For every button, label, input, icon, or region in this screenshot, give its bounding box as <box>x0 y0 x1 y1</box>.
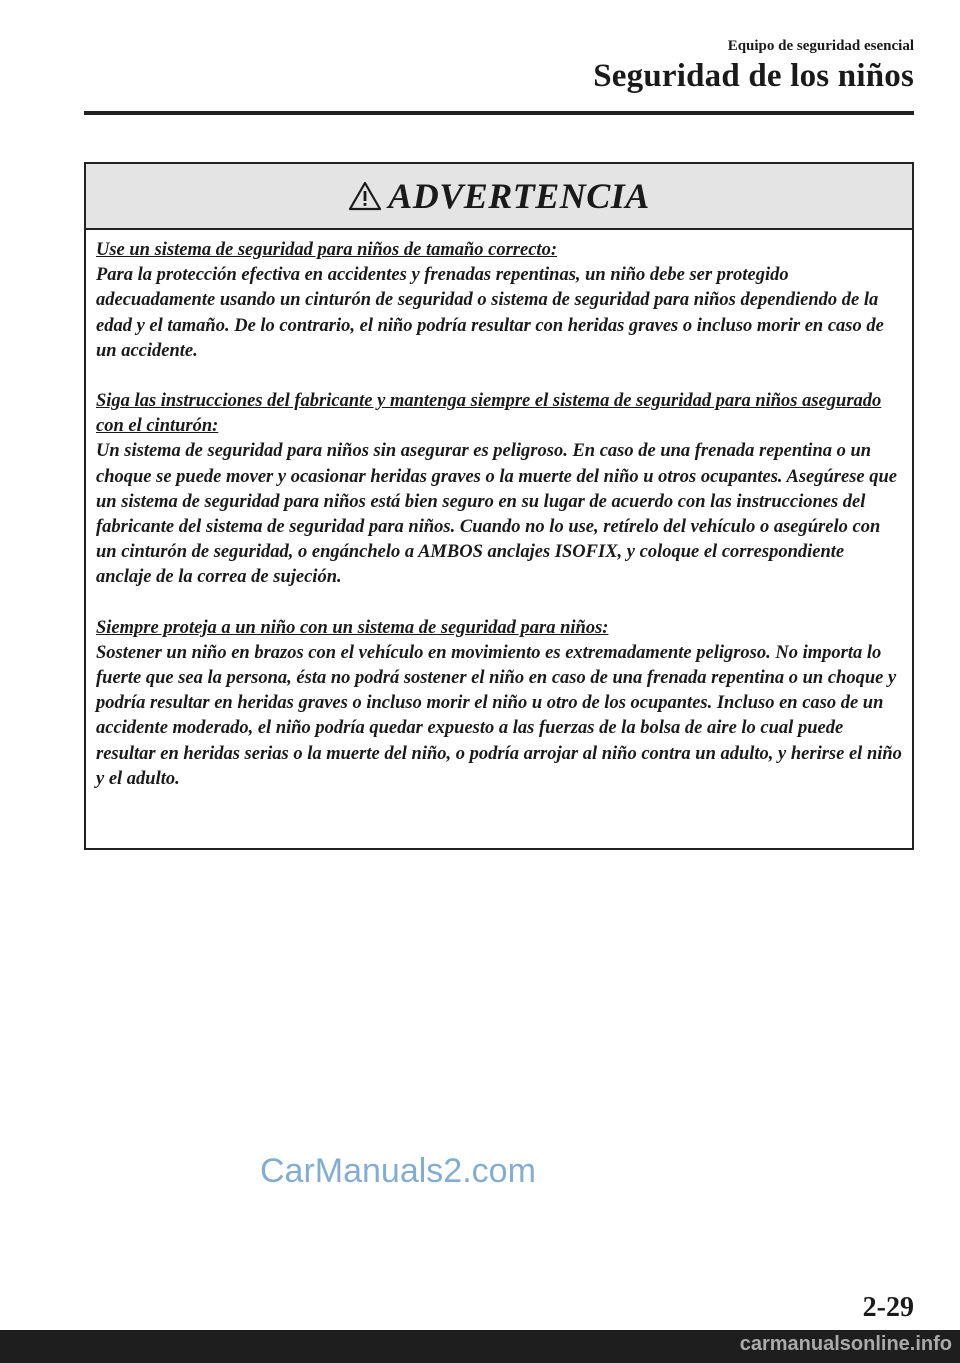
paragraph-text: Un sistema de seguridad para niños sin asegurar es peligroso. En caso de una frenada repentina o un choque se puede mover y ocasionar heridas graves o la muerte del niño u otros ocupantes. Asegúrese que un sistema de seguridad para niños está bien seguro en su lugar de acuerdo con las instrucciones del fabricante del sistema de seguridad para niños. Cuando no lo use, retírelo del vehículo o asegúrelo con un cinturón de seguridad, o engánchelo a AMBOS anclajes ISOFIX, y coloque el correspondiente anclaje de la correa de sujeción. <box>96 441 897 588</box>
header-divider <box>84 111 914 115</box>
warning-paragraph <box>96 389 904 591</box>
page-number: 2-29 <box>862 1292 914 1323</box>
paragraph-text: Para la protección efectiva en accidentes y frenadas repentinas, un niño debe ser protegido adecuadamente usando un cinturón de seguridad o sistema de seguridad para niños dependiendo de la edad y el tamaño. De lo contrario, el niño podría resultar con heridas graves o incluso morir en caso de un accidente. <box>96 265 884 361</box>
footer-url: carmanualsonline.info <box>739 1333 952 1355</box>
warning-paragraph <box>96 616 904 792</box>
section-title: Equipo de seguridad esencial <box>727 38 914 54</box>
watermark: CarManuals2.com <box>260 1152 536 1190</box>
warning-body <box>86 230 912 792</box>
paragraph-heading: Siempre proteja a un niño con un sistema de seguridad para niños: <box>96 617 609 638</box>
warning-paragraph <box>96 238 904 364</box>
paragraph-text: Sostener un niño en brazos con el vehículo en movimiento es extremadamente peligroso. No importa lo fuerte que sea la persona, ésta no podrá sostener el niño en caso de una frenada repentina o un choque y podría resultar en heridas graves o incluso morir el niño u otro de los ocupantes. Incluso en caso de un accidente moderado, el niño podría quedar expuesto a las fuerzas de la bolsa de aire lo cual puede resultar en heridas serias o la muerte del niño, o podría arrojar al niño contra un adulto, y herirse el niño y el adulto. <box>96 642 902 789</box>
warning-triangle-icon <box>348 180 382 212</box>
warning-box <box>84 162 914 850</box>
warning-title: ADVERTENCIA <box>388 176 650 216</box>
paragraph-heading: Siga las instrucciones del fabricante y mantenga siempre el sistema de seguridad para niños asegurado con el cinturón: <box>96 391 882 437</box>
paragraph-heading: Use un sistema de seguridad para niños de tamaño correcto: <box>96 240 557 260</box>
page-title: Seguridad de los niños <box>593 58 914 94</box>
warning-header <box>86 164 912 230</box>
